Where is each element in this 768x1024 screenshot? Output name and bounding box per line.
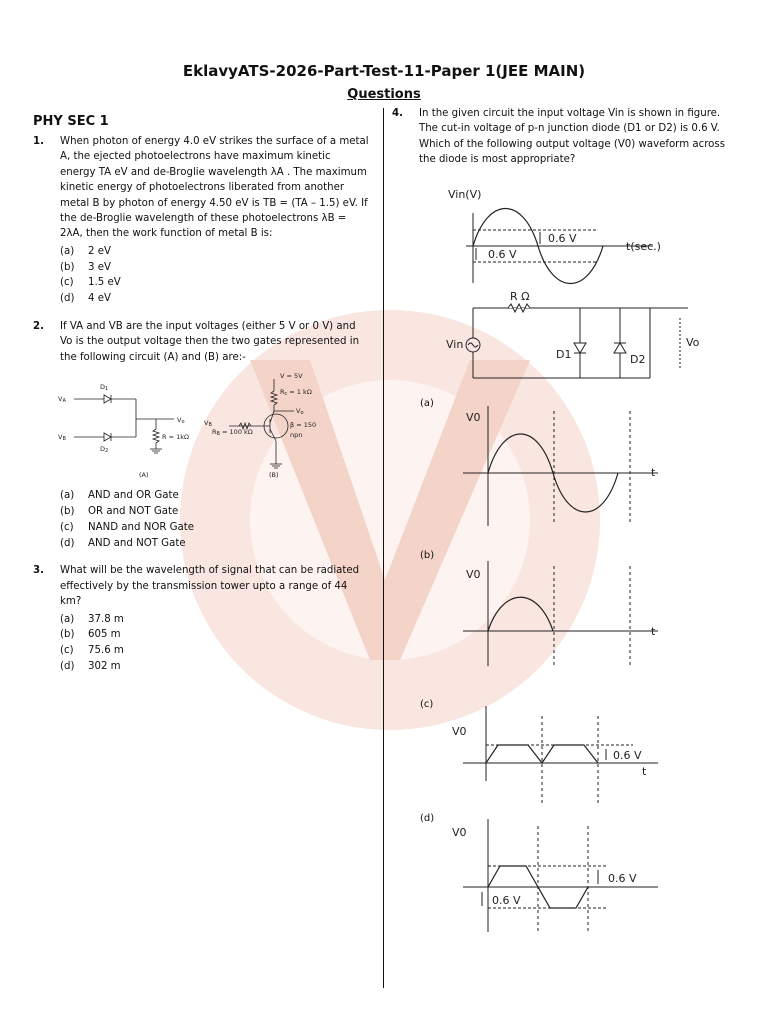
option-a-label[interactable]: (a) <box>420 398 434 409</box>
label-vo: Vo <box>177 416 185 426</box>
option-label: (d) <box>60 661 75 673</box>
question-1 <box>33 134 369 307</box>
t-label: t <box>651 625 656 638</box>
option-d[interactable] <box>60 659 369 675</box>
level-top-label: 0.6 V <box>548 232 577 245</box>
label-r: R = 1kΩ <box>162 433 189 442</box>
question-number: 2. <box>33 321 44 333</box>
question-3 <box>33 563 369 674</box>
left-column <box>33 114 369 687</box>
question-text: If VA and VB are the input voltages (either 5 V or 0 V) and Vo is the output voltage then the two gates represented in the following circuit (A) and (B) are:- <box>60 321 360 363</box>
option-text: AND and OR Gate <box>88 490 179 502</box>
label-a: (A) <box>139 471 149 480</box>
level-bottom-label: 0.6 V <box>488 248 517 261</box>
right-column <box>392 106 737 907</box>
label-d2: D2 <box>100 445 109 455</box>
option-c-waveform[interactable] <box>452 701 698 811</box>
option-c-label[interactable]: (c) <box>420 699 434 710</box>
option-b-label[interactable]: (b) <box>420 550 435 561</box>
option-d[interactable] <box>60 536 369 552</box>
question-number: 4. <box>392 108 403 119</box>
option-a[interactable] <box>60 488 369 504</box>
resistor-label: R Ω <box>510 290 530 303</box>
option-a[interactable] <box>60 612 369 628</box>
option-text: 3 eV <box>88 261 111 273</box>
d1-label: D1 <box>556 348 572 361</box>
question-2 <box>33 319 369 551</box>
options-list <box>60 244 369 307</box>
label-vb: VB <box>58 433 66 443</box>
question-4 <box>392 106 737 168</box>
option-text: 1.5 eV <box>88 277 121 289</box>
option-label: (b) <box>60 629 75 641</box>
option-label: (a) <box>60 613 75 625</box>
label-npn: npn <box>290 431 303 440</box>
label-v5: V = 5V <box>280 372 303 381</box>
option-text: 4 eV <box>88 293 111 305</box>
option-label: (d) <box>60 537 75 549</box>
d2-label: D2 <box>630 353 646 366</box>
v0-label: V0 <box>466 411 481 424</box>
option-label: (d) <box>60 293 75 305</box>
question-text: In the given circuit the input voltage Vin is shown in figure. The cut-in voltage of p-n junction diode (D1 or D2) is 0.6 V. Which of the following output voltage (V0) waveform across the diode is most appropriate? <box>419 108 726 166</box>
option-text: 2 eV <box>88 245 111 257</box>
v0-label: V0 <box>452 826 467 839</box>
option-label: (a) <box>60 490 75 502</box>
label-va: VA <box>58 395 66 405</box>
option-label: (b) <box>60 261 75 273</box>
option-c[interactable] <box>60 643 369 659</box>
option-text: 605 m <box>88 629 121 641</box>
t-label: t <box>651 466 656 479</box>
options-list <box>60 612 369 675</box>
source-label: Vin <box>446 338 464 351</box>
t-axis-label: t(sec.) <box>626 240 661 253</box>
option-text: 37.8 m <box>88 613 124 625</box>
question-number: 3. <box>33 565 44 577</box>
option-a[interactable] <box>60 244 369 260</box>
option-b[interactable] <box>60 504 369 520</box>
option-label: (c) <box>60 277 74 289</box>
level-label: 0.6 V <box>613 749 642 762</box>
label-beta: β = 150 <box>290 421 317 430</box>
option-a-waveform[interactable] <box>458 401 698 531</box>
v0-label: V0 <box>452 725 467 738</box>
vin-axis-label: Vin(V) <box>448 188 482 201</box>
option-label: (c) <box>60 645 74 657</box>
option-d-label[interactable]: (d) <box>420 813 435 824</box>
column-divider <box>383 108 384 988</box>
option-text: 302 m <box>88 661 121 673</box>
option-b[interactable] <box>60 627 369 643</box>
option-text: AND and NOT Gate <box>88 537 186 549</box>
option-b-waveform[interactable] <box>458 556 698 686</box>
option-label: (b) <box>60 506 75 518</box>
label-rc: Rc = 1 kΩ <box>280 388 312 398</box>
label-vo-b: Vo <box>296 407 304 417</box>
option-label: (a) <box>60 245 75 257</box>
option-d-waveform[interactable] <box>452 814 698 944</box>
level-top-label: 0.6 V <box>608 872 637 885</box>
option-d[interactable] <box>60 291 369 307</box>
page-subtitle: Questions <box>347 87 421 102</box>
section-title: PHY SEC 1 <box>33 114 109 129</box>
t-label: t <box>642 765 647 778</box>
page-title: EklavyATS-2026-Part-Test-11-Paper 1(JEE MAIN) <box>182 62 586 80</box>
option-b[interactable] <box>60 260 369 276</box>
label-d1: D1 <box>100 383 109 393</box>
question-text: When photon of energy 4.0 eV strikes the surface of a metal A, the ejected photoelectrons have maximum kinetic energy TA eV and de-Broglie wavelength λA . The maximum kinetic energy of photoelectrons liberated from another metal B by photon of energy 4.50 eV is TB = (TA – 1.5) eV. If the de-Broglie wavelength of these photoelectrons λB = 2λA, then the work function of metal B is: <box>60 136 369 240</box>
label-vb-b: VB <box>204 419 212 429</box>
question-number: 1. <box>33 136 44 147</box>
input-waveform-and-circuit <box>428 178 728 388</box>
option-c[interactable] <box>60 275 369 291</box>
option-text: NAND and NOR Gate <box>88 521 195 533</box>
option-text: OR and NOT Gate <box>88 506 179 518</box>
option-text: 75.6 m <box>88 645 124 657</box>
v0-label: V0 <box>466 568 481 581</box>
option-label: (c) <box>60 521 74 533</box>
options-list <box>60 488 369 551</box>
option-c[interactable] <box>60 520 369 536</box>
level-bottom-label: 0.6 V <box>492 894 521 907</box>
output-label: Vo <box>686 336 700 349</box>
label-rb: RB = 100 kΩ <box>212 428 253 438</box>
label-b: (B) <box>269 471 279 480</box>
question-text: What will be the wavelength of signal that can be radiated effectively by the transmission tower upto a range of 44 km? <box>60 565 360 608</box>
gate-circuit-figure <box>44 369 334 484</box>
